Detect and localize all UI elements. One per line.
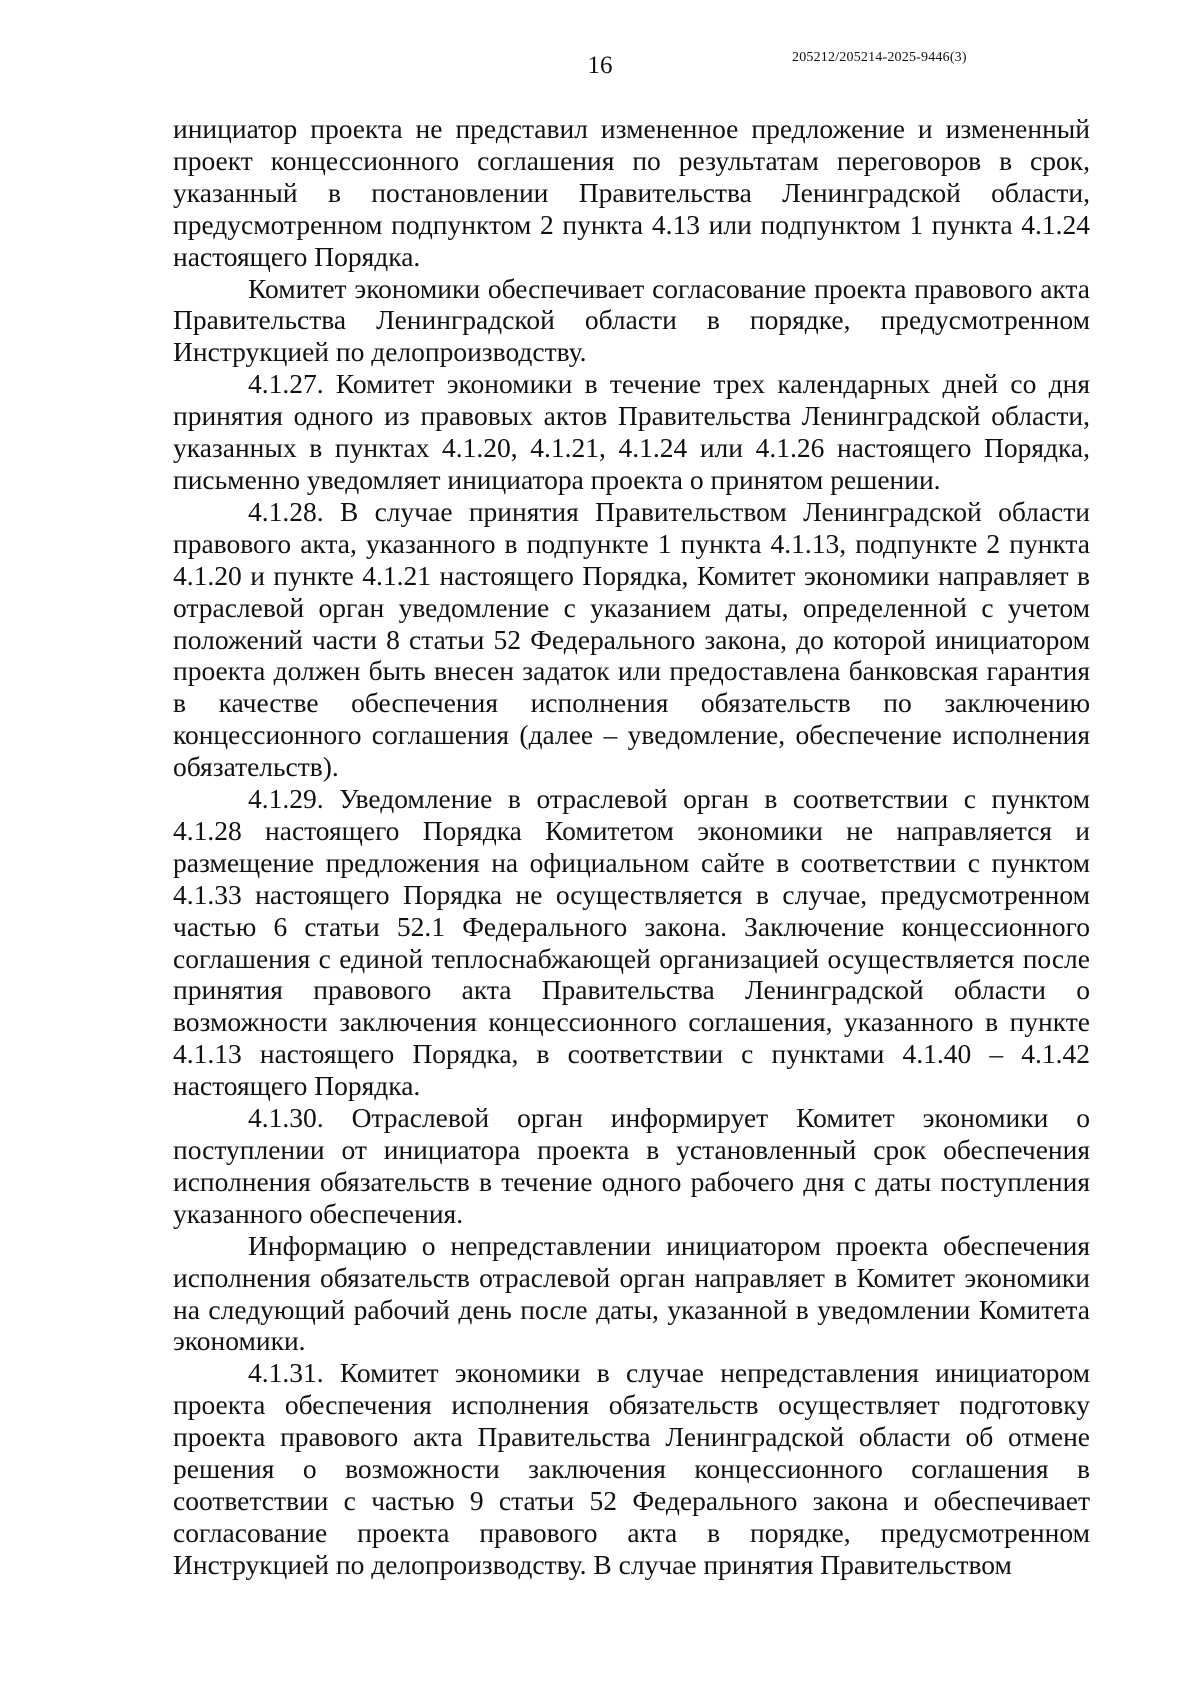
paragraph-4-1-29: 4.1.29. Уведомление в отраслевой орган в соответствии с пунктом 4.1.28 настоящего Порядка Комитетом экономики не направляется и размещение предложения на официальном сайте в соответствии с пунктом 4.1.33 настоящего Порядка не осуществляется в случае, предусмотренном частью 6 статьи 52.1 Федерального закона. Заключение концессионного соглашения с единой теплоснабжающей организацией осуществляется после принятия правового акта Правительства Ленинградской области о возможности заключения концессионного соглашения, указанного в пункте 4.1.13 настоящего Порядка, в соответствии с пунктами 4.1.40 – 4.1.42 настоящего Порядка. <box>173 783 1090 1102</box>
paragraph-4-1-28: 4.1.28. В случае принятия Правительством Ленинградской области правового акта, указанного в подпункте 1 пункта 4.1.13, подпункте 2 пункта 4.1.20 и пункте 4.1.21 настоящего Порядка, Комитет экономики направляет в отраслевой орган уведомление с указанием даты, определенной с учетом положений части 8 статьи 52 Федерального закона, до которой инициатором проекта должен быть внесен задаток или предоставлена банковская гарантия в качестве обеспечения исполнения обязательств по заключению концессионного соглашения (далее – уведомление, обеспечение исполнения обязательств). <box>173 495 1090 783</box>
paragraph-4-1-30: 4.1.30. Отраслевой орган информирует Комитет экономики о поступлении от инициатора проекта в установленный срок обеспечения исполнения обязательств в течение одного рабочего дня с даты поступления указанного обеспечения. <box>173 1102 1090 1229</box>
page-number: 16 <box>587 52 613 79</box>
paragraph-4-1-31: 4.1.31. Комитет экономики в случае непредставления инициатором проекта обеспечения исполнения обязательств осуществляет подготовку проекта правового акта Правительства Ленинградской области об отмене решения о возможности заключения концессионного соглашения в соответствии с частью 9 статьи 52 Федерального закона и обеспечивает согласование проекта правового акта в порядке, предусмотренном Инструкцией по делопроизводству. В случае принятия Правительством <box>173 1357 1090 1580</box>
paragraph-committee-approval: Комитет экономики обеспечивает согласование проекта правового акта Правительства Ленинградской области в порядке, предусмотренном Инструкцией по делопроизводству. <box>173 272 1090 368</box>
paragraph-continuation: инициатор проекта не представил измененное предложение и измененный проект концессионного соглашения по результатам переговоров в срок, указанный в постановлении Правительства Ленинградской области, предусмотренном подпунктом 2 пункта 4.13 или подпунктом 1 пункта 4.1.24 настоящего Порядка. <box>173 113 1090 272</box>
paragraph-4-1-27: 4.1.27. Комитет экономики в течение трех календарных дней со дня принятия одного из правовых актов Правительства Ленинградской области, указанных в пунктах 4.1.20, 4.1.21, 4.1.24 или 4.1.26 настоящего Порядка, письменно уведомляет инициатора проекта о принятом решении. <box>173 368 1090 495</box>
paragraph-nonsubmission-info: Информацию о непредставлении инициатором проекта обеспечения исполнения обязательств отраслевой орган направляет в Комитет экономики на следующий рабочий день после даты, указанной в уведомлении Комитета экономики. <box>173 1229 1090 1357</box>
document-body <box>173 113 1090 1581</box>
document-id: 205212/205214-2025-9446(3) <box>792 50 967 65</box>
